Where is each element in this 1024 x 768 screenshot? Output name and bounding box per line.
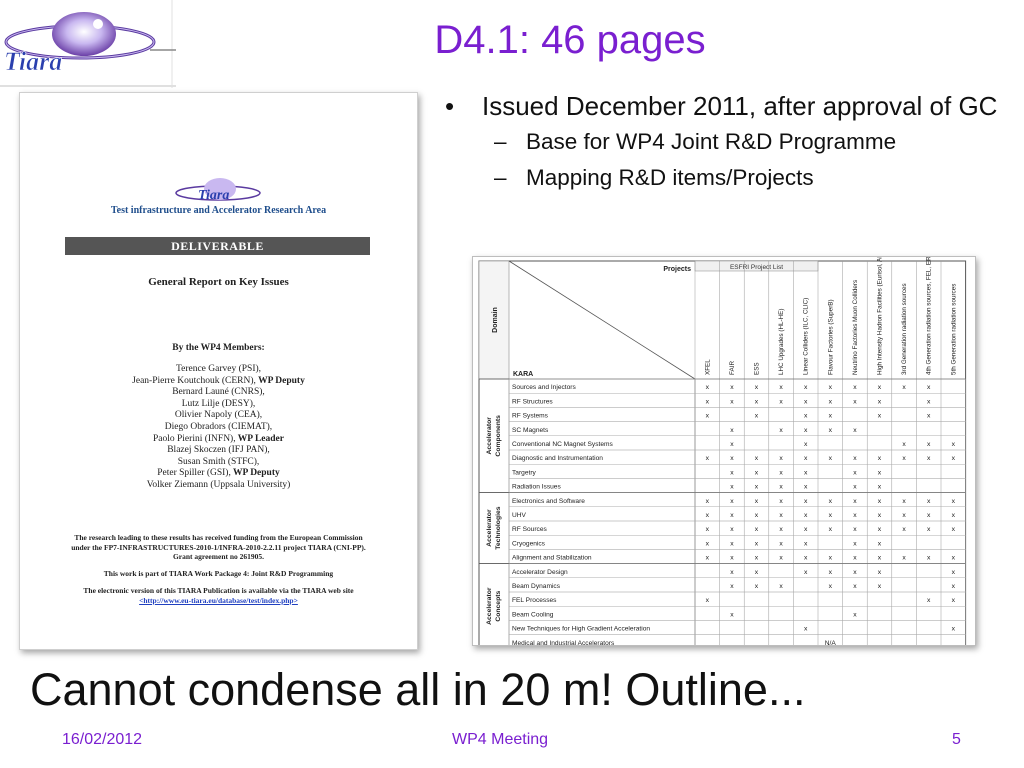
footer-meeting: WP4 Meeting	[452, 731, 549, 748]
matrix-mark: x	[754, 384, 759, 392]
matrix-mark: x	[754, 455, 759, 463]
member-line: Paolo Pierini (INFN), WP Leader	[153, 433, 284, 444]
matrix-mark: x	[754, 554, 759, 562]
matrix-mark: x	[705, 526, 710, 534]
member-line: Diego Obradors (CIEMAT),	[164, 421, 273, 432]
matrix-mark: x	[779, 384, 783, 392]
matrix-mark: x	[926, 441, 931, 448]
group-label: Accelerator	[486, 417, 493, 455]
document-logo	[168, 175, 268, 207]
matrix-mark: x	[779, 483, 783, 491]
matrix-mark: x	[705, 384, 710, 392]
document-thumbnail	[19, 92, 418, 650]
row-label: RF Systems	[512, 412, 548, 420]
matrix-mark: x	[926, 512, 931, 519]
matrix-mark: x	[828, 526, 833, 534]
column-header: FAIR	[728, 361, 736, 375]
matrix-mark: x	[926, 497, 931, 505]
matrix-mark: x	[803, 441, 808, 448]
matrix-mark: x	[779, 426, 783, 434]
matrix-mark: x	[779, 526, 783, 534]
matrix-mark: x	[926, 384, 931, 392]
column-header: 4th Generation radiation sources, FEL, ERL	[925, 257, 933, 375]
matrix-mark: x	[803, 540, 808, 548]
footer-date: 16/02/2012	[62, 731, 143, 748]
row-label: Cryogenics	[512, 540, 545, 548]
matrix-mark: x	[803, 526, 808, 534]
member-line: Susan Smith (STFC),	[177, 456, 260, 467]
matrix-mark: x	[951, 625, 956, 633]
bullet-dot-icon: •	[445, 91, 455, 121]
matrix-mark: x	[730, 526, 734, 534]
matrix-mark: x	[828, 398, 833, 406]
matrix-mark: x	[754, 398, 759, 406]
matrix-mark: x	[803, 625, 808, 633]
matrix-mark: x	[730, 554, 734, 562]
matrix-mark: x	[803, 469, 808, 477]
matrix-mark: x	[730, 611, 734, 619]
matrix-mark: x	[730, 441, 734, 448]
matrix-mark: x	[730, 497, 734, 505]
matrix-mark: x	[877, 583, 882, 590]
slide-title: D4.1: 46 pages	[434, 18, 706, 62]
row-label: UHV	[512, 512, 526, 519]
matrix-mark: x	[902, 512, 906, 519]
member-line: Olivier Napoly (CEA),	[174, 410, 263, 421]
matrix-mark: x	[754, 497, 759, 505]
row-label: RF Structures	[512, 398, 553, 406]
matrix-mark: x	[803, 512, 808, 519]
group-label: Accelerator	[486, 509, 493, 547]
matrix-mark: x	[730, 426, 734, 434]
tiara-web-link[interactable]: <http://www.eu-tiara.eu/database/test/index.php>	[139, 595, 298, 605]
matrix-mark: x	[754, 526, 759, 534]
matrix-mark: x	[926, 597, 931, 605]
matrix-mark: x	[828, 568, 833, 576]
matrix-mark: x	[803, 568, 808, 576]
members-heading: By the WP4 Members:	[172, 343, 265, 353]
group-label: Accelerator	[486, 587, 493, 625]
column-header: Linear Colliders (ILC, CLIC)	[802, 297, 810, 375]
document-report-title: General Report on Key Issues	[148, 276, 289, 288]
matrix-mark: x	[902, 554, 906, 562]
matrix-mark: x	[828, 497, 833, 505]
matrix-mark: x	[730, 540, 734, 548]
matrix-mark: x	[779, 512, 783, 519]
matrix-mark: x	[853, 483, 857, 491]
matrix-mark: x	[877, 398, 882, 406]
matrix-mark: x	[803, 398, 808, 406]
matrix-mark: x	[902, 497, 906, 505]
sub-bullet-base: – Base for WP4 Joint R&D Programme	[442, 124, 1012, 160]
matrix-mark: x	[951, 526, 956, 534]
matrix-mark: x	[705, 512, 710, 519]
group-label: Technologies	[495, 506, 502, 550]
matrix-mark: x	[877, 568, 882, 576]
row-note: N/A	[824, 639, 836, 645]
matrix-mark: x	[754, 412, 759, 420]
matrix-mark: x	[853, 554, 857, 562]
matrix-mark: x	[853, 426, 857, 434]
dash-icon: –	[494, 165, 507, 190]
matrix-mark: x	[926, 412, 931, 420]
matrix-mark: x	[705, 398, 710, 406]
matrix-mark: x	[828, 384, 833, 392]
matrix-mark: x	[730, 483, 734, 491]
matrix-mark: x	[779, 583, 783, 590]
sub-bullet-mapping: – Mapping R&D items/Projects	[442, 160, 1012, 196]
member-line: Peter Spiller (GSI), WP Deputy	[157, 468, 280, 479]
column-header: Neutrino Factories Muon Colliders	[851, 279, 859, 375]
document-org: Test infrastructure and Accelerator Research Area	[110, 205, 327, 216]
matrix-mark: x	[803, 455, 808, 463]
matrix-mark: x	[951, 597, 956, 605]
funding-note: The research leading to these results has received funding from the European Commission under the FP7-INFRASTRUCTURES-2010-1/INFRA-2010-2.2.11 project TIARA (CNI-PP). Grant agreement no 261905.	[71, 533, 366, 561]
matrix-mark: x	[779, 398, 783, 406]
column-header: LHC Upgrades (HL-HE)	[778, 308, 786, 375]
row-label: FEL Processes	[512, 597, 557, 605]
matrix-mark: x	[902, 384, 906, 392]
matrix-mark: x	[803, 554, 808, 562]
svg-text:Tiara: Tiara	[198, 188, 230, 203]
matrix-mark: x	[803, 426, 808, 434]
matrix-mark: x	[705, 497, 710, 505]
matrix-mark: x	[853, 583, 857, 590]
row-label: New Techniques for High Gradient Acceleration	[512, 625, 651, 633]
matrix-mark: x	[803, 384, 808, 392]
matrix-mark: x	[779, 469, 783, 477]
matrix-mark: x	[902, 441, 906, 448]
matrix-mark: x	[877, 455, 882, 463]
matrix-mark: x	[877, 554, 882, 562]
matrix-mark: x	[853, 540, 857, 548]
matrix-mark: x	[779, 455, 783, 463]
member-line: Terence Garvey (PSI),	[175, 364, 262, 374]
matrix-mark: x	[754, 483, 759, 491]
matrix-mark: x	[754, 512, 759, 519]
matrix-mark: x	[951, 441, 956, 448]
matrix-mark: x	[926, 455, 931, 463]
matrix-mark: x	[730, 583, 734, 590]
row-label: Beam Dynamics	[512, 583, 561, 590]
deliverable-banner: DELIVERABLE	[65, 237, 370, 255]
matrix-mark: x	[877, 512, 882, 519]
matrix-mark: x	[705, 455, 710, 463]
matrix-mark: x	[951, 455, 956, 463]
matrix-mark: x	[853, 611, 857, 619]
row-label: SC Magnets	[512, 426, 549, 434]
matrix-mark: x	[926, 554, 931, 562]
matrix-mark: x	[877, 469, 882, 477]
row-label: Targetry	[512, 469, 536, 477]
matrix-mark: x	[853, 455, 857, 463]
matrix-mark: x	[730, 568, 734, 576]
matrix-mark: x	[754, 540, 759, 548]
matrix-mark: x	[730, 469, 734, 477]
matrix-mark: x	[902, 455, 906, 463]
logo-text: Tiara	[4, 47, 63, 76]
matrix-mark: x	[705, 412, 710, 420]
wp-note: This work is part of TIARA Work Package 4: Joint R&D Programming	[103, 569, 334, 578]
matrix-mark: x	[951, 568, 956, 576]
member-line: Lutz Lilje (DESY),	[181, 398, 256, 409]
group-label: Concepts	[495, 590, 502, 622]
matrix-mark: x	[828, 512, 833, 519]
row-label: Sources and Injectors	[512, 384, 576, 392]
matrix-mark: x	[951, 497, 956, 505]
row-label: Electronics and Software	[512, 497, 585, 505]
matrix-mark: x	[828, 455, 833, 463]
matrix-mark: x	[853, 512, 857, 519]
row-label: Beam Cooling	[512, 611, 554, 619]
matrix-mark: x	[951, 583, 956, 590]
matrix-mark: x	[779, 554, 783, 562]
matrix-mark: x	[754, 469, 759, 477]
matrix-mark: x	[853, 568, 857, 576]
tiara-logo	[0, 0, 176, 88]
group-label: Components	[495, 415, 502, 457]
column-header: 3rd Generation radiation sources	[901, 283, 909, 375]
matrix-mark: x	[779, 540, 783, 548]
matrix-mark: x	[853, 497, 857, 505]
row-label: RF Sources	[512, 526, 547, 534]
matrix-mark: x	[902, 526, 906, 534]
column-header: High Intensity Hadron Facilities (Eurisol, ADS/MYRRHA, IFMIF)	[876, 257, 884, 375]
matrix-mark: x	[803, 483, 808, 491]
matrix-mark: x	[853, 384, 857, 392]
footer-page-number: 5	[952, 731, 961, 748]
matrix-mark: x	[705, 597, 710, 605]
matrix-mark: x	[828, 583, 833, 590]
row-label: Accelerator Design	[512, 568, 568, 576]
column-header: ESS	[753, 362, 761, 375]
matrix-mark: x	[705, 554, 710, 562]
matrix-svg	[473, 257, 975, 645]
matrix-mark: x	[803, 497, 808, 505]
row-label: Alignment and Stabilization	[512, 554, 592, 562]
matrix-mark: x	[730, 455, 734, 463]
matrix-mark: x	[951, 512, 956, 519]
matrix-mark: x	[926, 526, 931, 534]
matrix-mark: x	[853, 526, 857, 534]
domain-label: Domain	[492, 307, 499, 333]
matrix-mark: x	[877, 384, 882, 392]
matrix-mark: x	[730, 398, 734, 406]
matrix-mark: x	[951, 554, 956, 562]
matrix-mark: x	[705, 540, 710, 548]
matrix-mark: x	[730, 384, 734, 392]
members-list	[20, 364, 417, 492]
slide-statement: Cannot condense all in 20 m! Outline...	[30, 664, 806, 715]
matrix-mark: x	[828, 412, 833, 420]
bullet-list	[442, 88, 1012, 196]
member-line: Volker Ziemann (Uppsala University)	[146, 479, 291, 490]
matrix-mark: x	[754, 568, 759, 576]
bullet-issued: • Issued December 2011, after approval of GC	[442, 88, 1002, 124]
matrix-mark: x	[877, 483, 882, 491]
electronic-note: The electronic version of this TIARA Publication is available via the TIARA web site <http://www.eu-tiara.eu/database/test/index.php>	[20, 586, 417, 605]
column-header: Flavour Factories (SuperB)	[827, 299, 835, 375]
matrix-mark: x	[828, 426, 833, 434]
matrix-mark: x	[877, 412, 882, 420]
rd-projects-matrix	[472, 256, 976, 646]
matrix-mark: x	[926, 398, 931, 406]
matrix-mark: x	[779, 497, 783, 505]
member-line: Jean-Pierre Koutchouk (CERN), WP Deputy	[132, 375, 305, 386]
dash-icon: –	[494, 129, 507, 154]
matrix-mark: x	[754, 583, 759, 590]
matrix-mark: x	[877, 526, 882, 534]
matrix-mark: x	[730, 512, 734, 519]
matrix-mark: x	[853, 469, 857, 477]
column-header: 5th Generation radiation sources	[950, 283, 958, 375]
member-line: Bernard Launé (CNRS),	[172, 387, 265, 398]
matrix-mark: x	[853, 398, 857, 406]
matrix-mark: x	[877, 497, 882, 505]
matrix-mark: x	[877, 540, 882, 548]
kara-label: KARA	[513, 371, 534, 378]
esfri-label: ESFRI Project List	[729, 264, 784, 271]
member-line: Blazej Skoczen (IFJ PAN),	[167, 445, 270, 456]
row-label: Radiation Issues	[512, 483, 561, 491]
row-label: Medical and Industrial Accelerators	[512, 639, 615, 645]
matrix-mark: x	[803, 412, 808, 420]
row-label: Conventional NC Magnet Systems	[512, 441, 613, 448]
projects-label: Projects	[663, 266, 691, 273]
row-label: Diagnostic and Instrumentation	[512, 455, 603, 463]
matrix-mark: x	[828, 554, 833, 562]
column-header: XFEL	[704, 359, 712, 375]
